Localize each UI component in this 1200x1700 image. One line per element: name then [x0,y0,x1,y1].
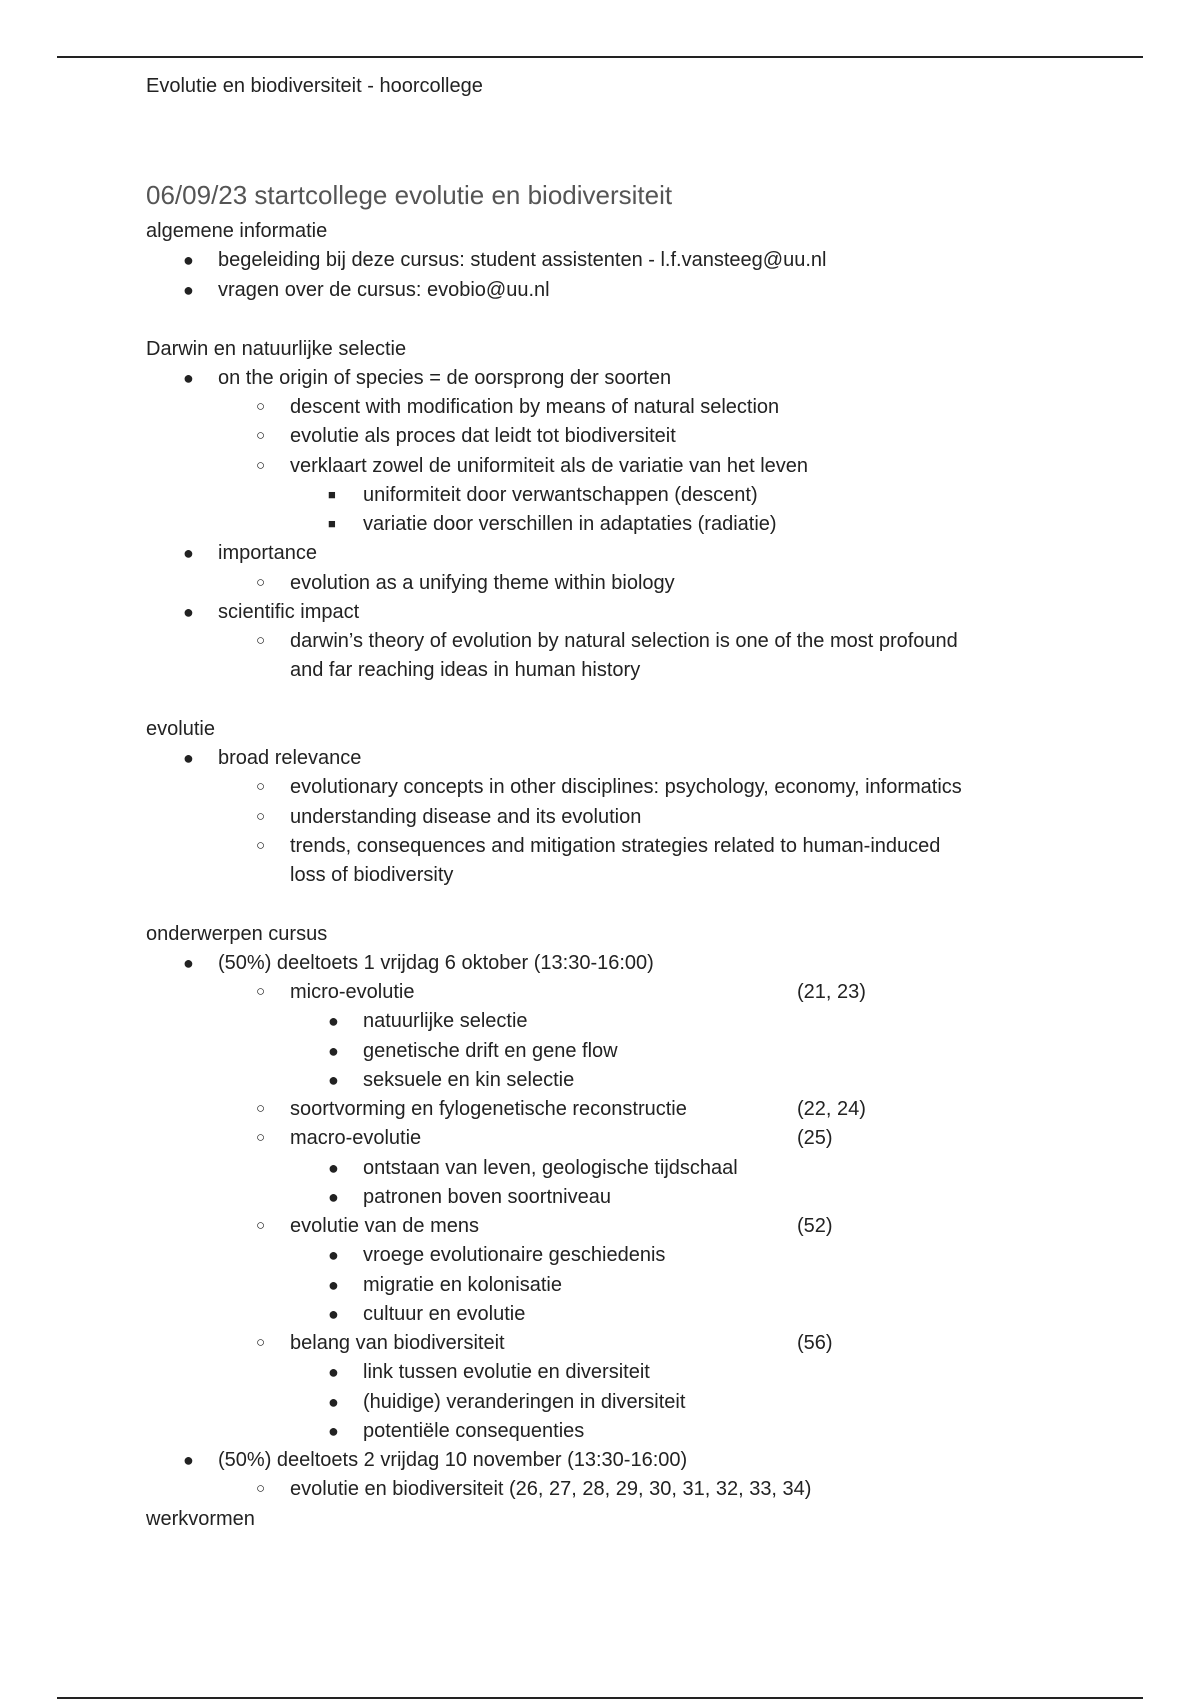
bullet-disc-icon: ● [183,250,194,270]
list-item: darwin’s theory of evolution by natural selection is one of the most profound [290,630,958,652]
list-item: evolution as a unifying theme within biology [290,572,675,594]
list-item: scientific impact [218,601,360,623]
bullet-circle-icon: ○ [256,398,266,415]
list-item: evolutie als proces dat leidt tot biodiversiteit [290,425,676,447]
bullet-circle-icon: ○ [256,632,266,649]
list-item: patronen boven soortniveau [363,1186,611,1208]
bullet-circle-icon: ○ [256,778,266,795]
bullet-disc-icon: ● [183,748,194,768]
topic-chapters: (21, 23) [797,981,866,1003]
bullet-circle-icon: ○ [256,427,266,444]
bullet-circle-icon: ○ [256,1100,266,1117]
list-item: vroege evolutionaire geschiedenis [363,1244,666,1266]
list-item: broad relevance [218,747,362,769]
bottom-rule [57,1697,1143,1699]
list-item: potentiële consequenties [363,1420,585,1442]
list-item-continuation: loss of biodiversity [290,864,454,886]
bullet-disc-icon: ● [183,280,194,300]
topic-chapters: (52) [797,1215,833,1237]
list-item: begeleiding bij deze cursus: student assistenten - l.f.vansteeg@uu.nl [218,249,827,271]
bullet-disc-icon: ● [328,1070,339,1090]
bullet-circle-icon: ○ [256,983,266,1000]
list-item-continuation: and far reaching ideas in human history [290,659,641,681]
list-item: understanding disease and its evolution [290,806,642,828]
bullet-disc-icon: ● [328,1392,339,1412]
section-heading-onderwerpen: onderwerpen cursus [146,923,328,945]
list-item: variatie door verschillen in adaptaties (radiatie) [363,513,777,535]
bullet-disc-icon: ● [183,953,194,973]
list-item: link tussen evolutie en diversiteit [363,1361,650,1383]
bullet-disc-icon: ● [183,543,194,563]
topic-label: evolutie van de mens [290,1215,480,1237]
topic-label: belang van biodiversiteit [290,1332,505,1354]
bullet-disc-icon: ● [328,1362,339,1382]
lecture-title: 06/09/23 startcollege evolutie en biodiversiteit [146,180,673,210]
topic-chapters: (22, 24) [797,1098,866,1120]
section-heading-evolutie: evolutie [146,718,215,740]
list-item: cultuur en evolutie [363,1303,526,1325]
bullet-circle-icon: ○ [256,837,266,854]
section-heading-werkvormen: werkvormen [146,1508,255,1530]
bullet-circle-icon: ○ [256,574,266,591]
bullet-disc-icon: ● [183,602,194,622]
list-item: ontstaan van leven, geologische tijdschaal [363,1157,738,1179]
topic-label: micro-evolutie [290,981,415,1003]
bullet-circle-icon: ○ [256,1217,266,1234]
document-header: Evolutie en biodiversiteit - hoorcollege [146,75,483,97]
bullet-disc-icon: ● [183,1450,194,1470]
section-heading-darwin: Darwin en natuurlijke selectie [146,338,407,360]
bullet-disc-icon: ● [328,1041,339,1061]
list-item: seksuele en kin selectie [363,1069,575,1091]
list-item: uniformiteit door verwantschappen (descent) [363,484,758,506]
bullet-disc-icon: ● [328,1011,339,1031]
list-item-deeltoets-2: (50%) deeltoets 2 vrijdag 10 november (13:30-16:00) [218,1449,688,1471]
list-item: migratie en kolonisatie [363,1274,562,1296]
top-rule [57,56,1143,58]
list-item: vragen over de cursus: evobio@uu.nl [218,279,550,301]
bullet-disc-icon: ● [328,1158,339,1178]
bullet-circle-icon: ○ [256,1480,266,1497]
bullet-circle-icon: ○ [256,808,266,825]
bullet-circle-icon: ○ [256,1129,266,1146]
list-item: evolutie en biodiversiteit (26, 27, 28, 29, 30, 31, 32, 33, 34) [290,1478,812,1500]
list-item: verklaart zowel de uniformiteit als de variatie van het leven [290,455,809,477]
topic-chapters: (56) [797,1332,833,1354]
list-item: descent with modification by means of natural selection [290,396,780,418]
bullet-disc-icon: ● [328,1421,339,1441]
list-item: on the origin of species = de oorsprong der soorten [218,367,672,389]
bullet-disc-icon: ● [328,1304,339,1324]
list-item: genetische drift en gene flow [363,1040,618,1062]
topic-label: soortvorming en fylogenetische reconstructie [290,1098,687,1120]
list-item: (huidige) veranderingen in diversiteit [363,1391,686,1413]
list-item: trends, consequences and mitigation strategies related to human-induced [290,835,941,857]
bullet-disc-icon: ● [328,1187,339,1207]
bullet-circle-icon: ○ [256,457,266,474]
bullet-disc-icon: ● [328,1245,339,1265]
bullet-square-icon: ■ [328,487,336,502]
bullet-square-icon: ■ [328,516,336,531]
topic-chapters: (25) [797,1127,833,1149]
list-item: evolutionary concepts in other disciplines: psychology, economy, informatics [290,776,962,798]
topic-label: macro-evolutie [290,1127,422,1149]
list-item: importance [218,542,317,564]
bullet-disc-icon: ● [183,368,194,388]
section-heading-algemeen: algemene informatie [146,220,328,242]
list-item-deeltoets-1: (50%) deeltoets 1 vrijdag 6 oktober (13:30-16:00) [218,952,654,974]
bullet-circle-icon: ○ [256,1334,266,1351]
bullet-disc-icon: ● [328,1275,339,1295]
list-item: natuurlijke selectie [363,1010,528,1032]
